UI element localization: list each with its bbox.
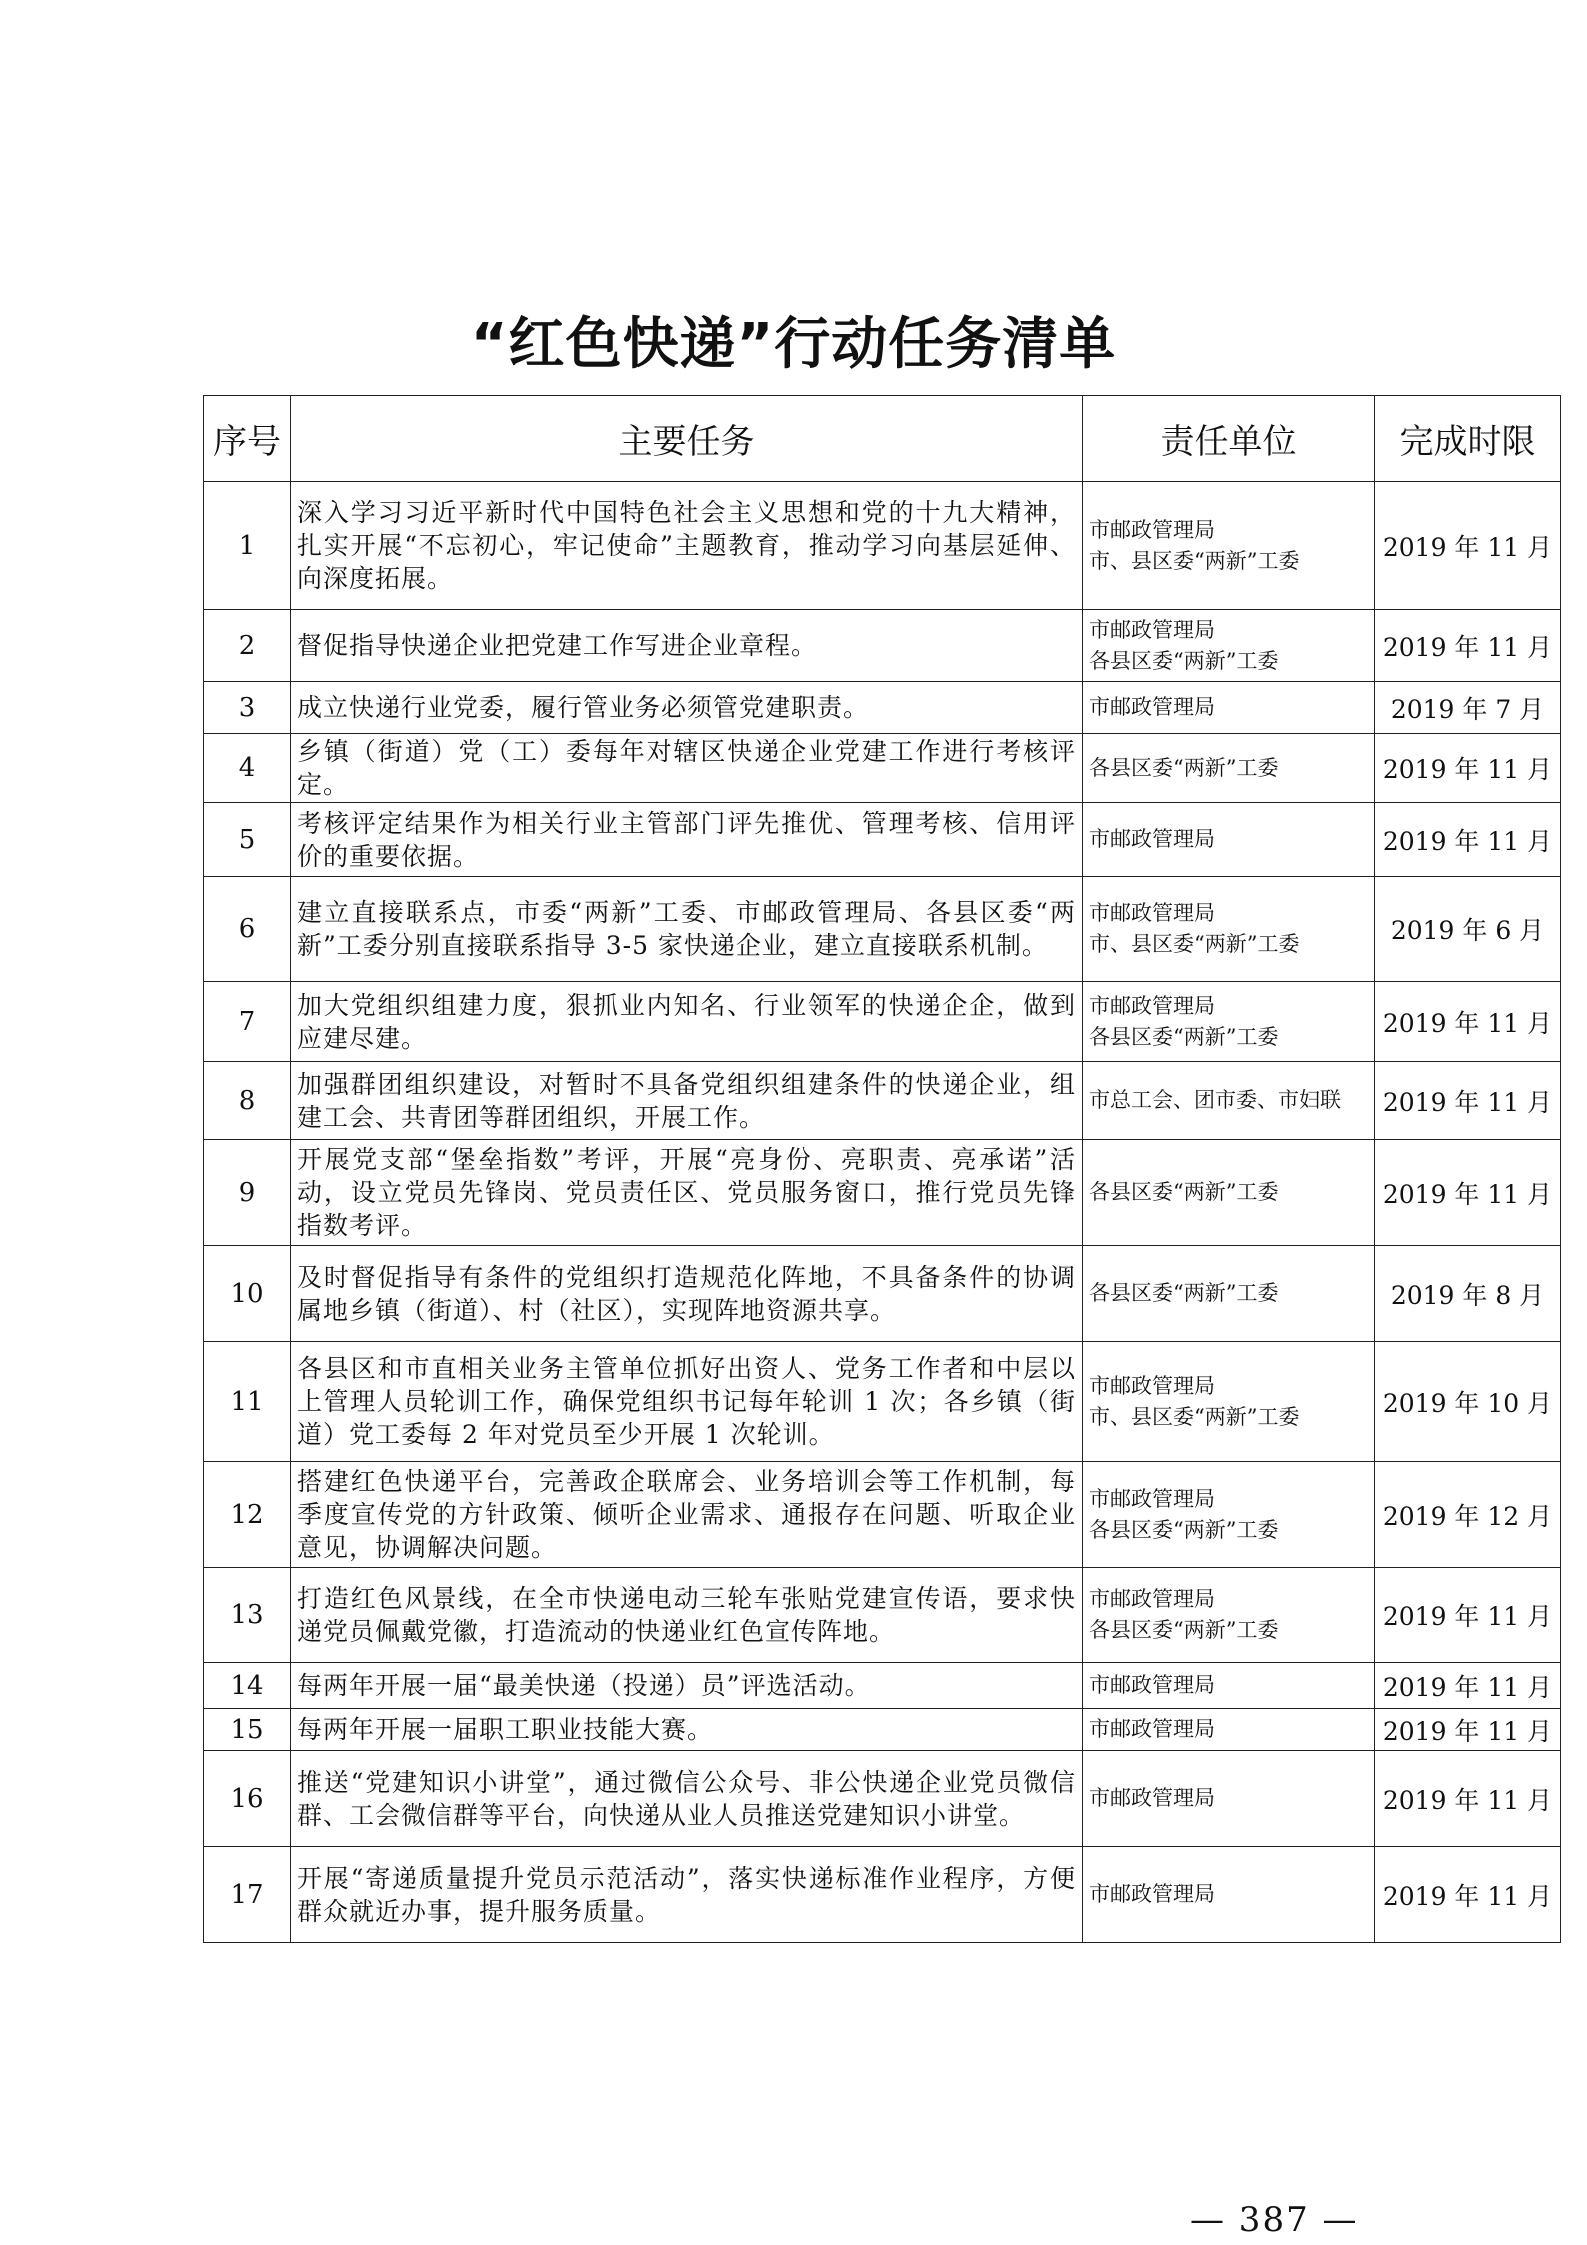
page-title: “红色快递”行动任务清单: [470, 312, 1117, 377]
row-deadline: 2019 年 11 月: [1375, 482, 1561, 610]
header-main-task: 主要任务: [291, 396, 1083, 482]
responsible-unit-line: 市邮政管理局: [1089, 1486, 1215, 1511]
row-serial: 7: [204, 982, 291, 1062]
row-serial: 10: [204, 1246, 291, 1342]
row-serial: 8: [204, 1062, 291, 1140]
row-task: 加强群团组织建设，对暂时不具备党组织组建条件的快递企业，组建工会、共青团等群团组织，开展工作。: [291, 1062, 1083, 1140]
row-deadline: 2019 年 11 月: [1375, 1751, 1561, 1847]
row-deadline: 2019 年 11 月: [1375, 734, 1561, 803]
responsible-unit-line: 市邮政管理局: [1089, 1717, 1215, 1741]
responsible-unit-line: 市邮政管理局: [1089, 1786, 1215, 1810]
row-deadline: 2019 年 11 月: [1375, 1709, 1561, 1751]
row-responsible-unit: [1083, 1663, 1375, 1709]
row-deadline: 2019 年 11 月: [1375, 803, 1561, 877]
row-task: 及时督促指导有条件的党组织打造规范化阵地，不具备条件的协调属地乡镇（街道）、村（社区），实现阵地资源共享。: [291, 1246, 1083, 1342]
header-serial: 序号: [204, 396, 291, 482]
row-serial: 12: [204, 1462, 291, 1568]
responsible-unit-line: 市邮政管理局: [1089, 617, 1215, 642]
row-responsible-unit: [1083, 1246, 1375, 1342]
row-serial: 14: [204, 1663, 291, 1709]
table-row: [204, 1462, 1561, 1568]
table-row: [204, 1847, 1561, 1943]
responsible-unit-line: 市总工会、团市委、市妇联: [1089, 1088, 1341, 1112]
row-serial: 11: [204, 1342, 291, 1462]
row-deadline: 2019 年 8 月: [1375, 1246, 1561, 1342]
row-deadline: 2019 年 11 月: [1375, 1568, 1561, 1663]
table-row: [204, 1140, 1561, 1246]
row-deadline: 2019 年 11 月: [1375, 1062, 1561, 1140]
header-deadline: 完成时限: [1375, 396, 1561, 482]
row-deadline: 2019 年 11 月: [1375, 1140, 1561, 1246]
responsible-unit-line: 各县区委“两新”工委: [1089, 1517, 1279, 1542]
table-row: [204, 1751, 1561, 1847]
responsible-unit-line: 各县区委“两新”工委: [1089, 1180, 1279, 1204]
row-task: 督促指导快递企业把党建工作写进企业章程。: [291, 610, 1083, 682]
row-task: 建立直接联系点，市委“两新”工委、市邮政管理局、各县区委“两新”工委分别直接联系指导 3-5 家快递企业，建立直接联系机制。: [291, 877, 1083, 982]
row-task: 搭建红色快递平台，完善政企联席会、业务培训会等工作机制，每季度宣传党的方针政策、倾听企业需求、通报存在问题、听取企业意见，协调解决问题。: [291, 1462, 1083, 1568]
row-serial: 15: [204, 1709, 291, 1751]
row-serial: 6: [204, 877, 291, 982]
responsible-unit-line: 市、县区委“两新”工委: [1089, 548, 1300, 573]
responsible-unit-line: 各县区委“两新”工委: [1089, 1618, 1279, 1642]
row-responsible-unit: [1083, 803, 1375, 877]
row-responsible-unit: [1083, 877, 1375, 982]
row-task: 每两年开展一届职工职业技能大赛。: [291, 1709, 1083, 1751]
row-deadline: 2019 年 11 月: [1375, 982, 1561, 1062]
table-row: [204, 1568, 1561, 1663]
row-serial: 2: [204, 610, 291, 682]
row-serial: 4: [204, 734, 291, 803]
row-responsible-unit: [1083, 682, 1375, 734]
task-table: [203, 395, 1561, 1943]
row-task: 推送“党建知识小讲堂”，通过微信公众号、非公快递企业党员微信群、工会微信群等平台，向快递从业人员推送党建知识小讲堂。: [291, 1751, 1083, 1847]
row-serial: 3: [204, 682, 291, 734]
row-responsible-unit: [1083, 734, 1375, 803]
table-row: [204, 1342, 1561, 1462]
row-serial: 17: [204, 1847, 291, 1943]
responsible-unit-line: 市、县区委“两新”工委: [1089, 1404, 1300, 1429]
row-responsible-unit: [1083, 482, 1375, 610]
row-responsible-unit: [1083, 1568, 1375, 1663]
responsible-unit-line: 市邮政管理局: [1089, 901, 1215, 925]
table-row: [204, 877, 1561, 982]
row-responsible-unit: [1083, 1140, 1375, 1246]
row-responsible-unit: [1083, 1709, 1375, 1751]
row-serial: 9: [204, 1140, 291, 1246]
row-task: 开展“寄递质量提升党员示范活动”，落实快递标准作业程序，方便群众就近办事，提升服务质量。: [291, 1847, 1083, 1943]
row-deadline: 2019 年 11 月: [1375, 610, 1561, 682]
row-deadline: 2019 年 11 月: [1375, 1663, 1561, 1709]
table-row: [204, 1246, 1561, 1342]
responsible-unit-line: 各县区委“两新”工委: [1089, 1024, 1279, 1049]
table-row: [204, 803, 1561, 877]
row-responsible-unit: [1083, 1751, 1375, 1847]
row-responsible-unit: [1083, 1342, 1375, 1462]
row-task: 每两年开展一届“最美快递（投递）员”评选活动。: [291, 1663, 1083, 1709]
responsible-unit-line: 市、县区委“两新”工委: [1089, 932, 1300, 956]
table-row: [204, 1709, 1561, 1751]
row-task: 开展党支部“堡垒指数”考评，开展“亮身份、亮职责、亮承诺”活动，设立党员先锋岗、党员责任区、党员服务窗口，推行党员先锋指数考评。: [291, 1140, 1083, 1246]
page-number: — 387 —: [1190, 2200, 1359, 2240]
table-row: [204, 1663, 1561, 1709]
table-row: [204, 682, 1561, 734]
row-task: 打造红色风景线，在全市快递电动三轮车张贴党建宣传语，要求快递党员佩戴党徽，打造流动的快递业红色宣传阵地。: [291, 1568, 1083, 1663]
row-deadline: 2019 年 10 月: [1375, 1342, 1561, 1462]
row-task: 各县区和市直相关业务主管单位抓好出资人、党务工作者和中层以上管理人员轮训工作，确保党组织书记每年轮训 1 次；各乡镇（街道）党工委每 2 年对党员至少开展 1 次轮训。: [291, 1342, 1083, 1462]
table-row: [204, 734, 1561, 803]
row-deadline: 2019 年 12 月: [1375, 1462, 1561, 1568]
row-responsible-unit: [1083, 1462, 1375, 1568]
responsible-unit-line: 市邮政管理局: [1089, 993, 1215, 1018]
row-task: 考核评定结果作为相关行业主管部门评先推优、管理考核、信用评价的重要依据。: [291, 803, 1083, 877]
row-responsible-unit: [1083, 610, 1375, 682]
responsible-unit-line: 市邮政管理局: [1089, 1587, 1215, 1611]
responsible-unit-line: 各县区委“两新”工委: [1089, 648, 1279, 673]
responsible-unit-line: 市邮政管理局: [1089, 1373, 1215, 1398]
table-row: [204, 482, 1561, 610]
row-task: 深入学习习近平新时代中国特色社会主义思想和党的十九大精神，扎实开展“不忘初心，牢记使命”主题教育，推动学习向基层延伸、向深度拓展。: [291, 482, 1083, 610]
table-row: [204, 610, 1561, 682]
row-serial: 5: [204, 803, 291, 877]
row-deadline: 2019 年 7 月: [1375, 682, 1561, 734]
responsible-unit-line: 各县区委“两新”工委: [1089, 755, 1279, 780]
row-task: 成立快递行业党委，履行管业务必须管党建职责。: [291, 682, 1083, 734]
table-row: [204, 982, 1561, 1062]
row-task: 加大党组织组建力度，狠抓业内知名、行业领军的快递企企，做到应建尽建。: [291, 982, 1083, 1062]
row-responsible-unit: [1083, 1062, 1375, 1140]
row-serial: 1: [204, 482, 291, 610]
header-responsible-unit: 责任单位: [1083, 396, 1375, 482]
responsible-unit-line: 市邮政管理局: [1089, 1882, 1215, 1906]
row-deadline: 2019 年 11 月: [1375, 1847, 1561, 1943]
row-task: 乡镇（街道）党（工）委每年对辖区快递企业党建工作进行考核评定。: [291, 734, 1083, 803]
row-responsible-unit: [1083, 1847, 1375, 1943]
responsible-unit-line: 市邮政管理局: [1089, 695, 1215, 719]
responsible-unit-line: 市邮政管理局: [1089, 827, 1215, 851]
row-serial: 13: [204, 1568, 291, 1663]
task-table-body: [204, 482, 1561, 1943]
row-deadline: 2019 年 6 月: [1375, 877, 1561, 982]
row-serial: 16: [204, 1751, 291, 1847]
row-responsible-unit: [1083, 982, 1375, 1062]
responsible-unit-line: 市邮政管理局: [1089, 517, 1215, 542]
table-row: [204, 1062, 1561, 1140]
responsible-unit-line: 各县区委“两新”工委: [1089, 1281, 1279, 1305]
table-header-row: [204, 396, 1561, 482]
responsible-unit-line: 市邮政管理局: [1089, 1673, 1215, 1697]
